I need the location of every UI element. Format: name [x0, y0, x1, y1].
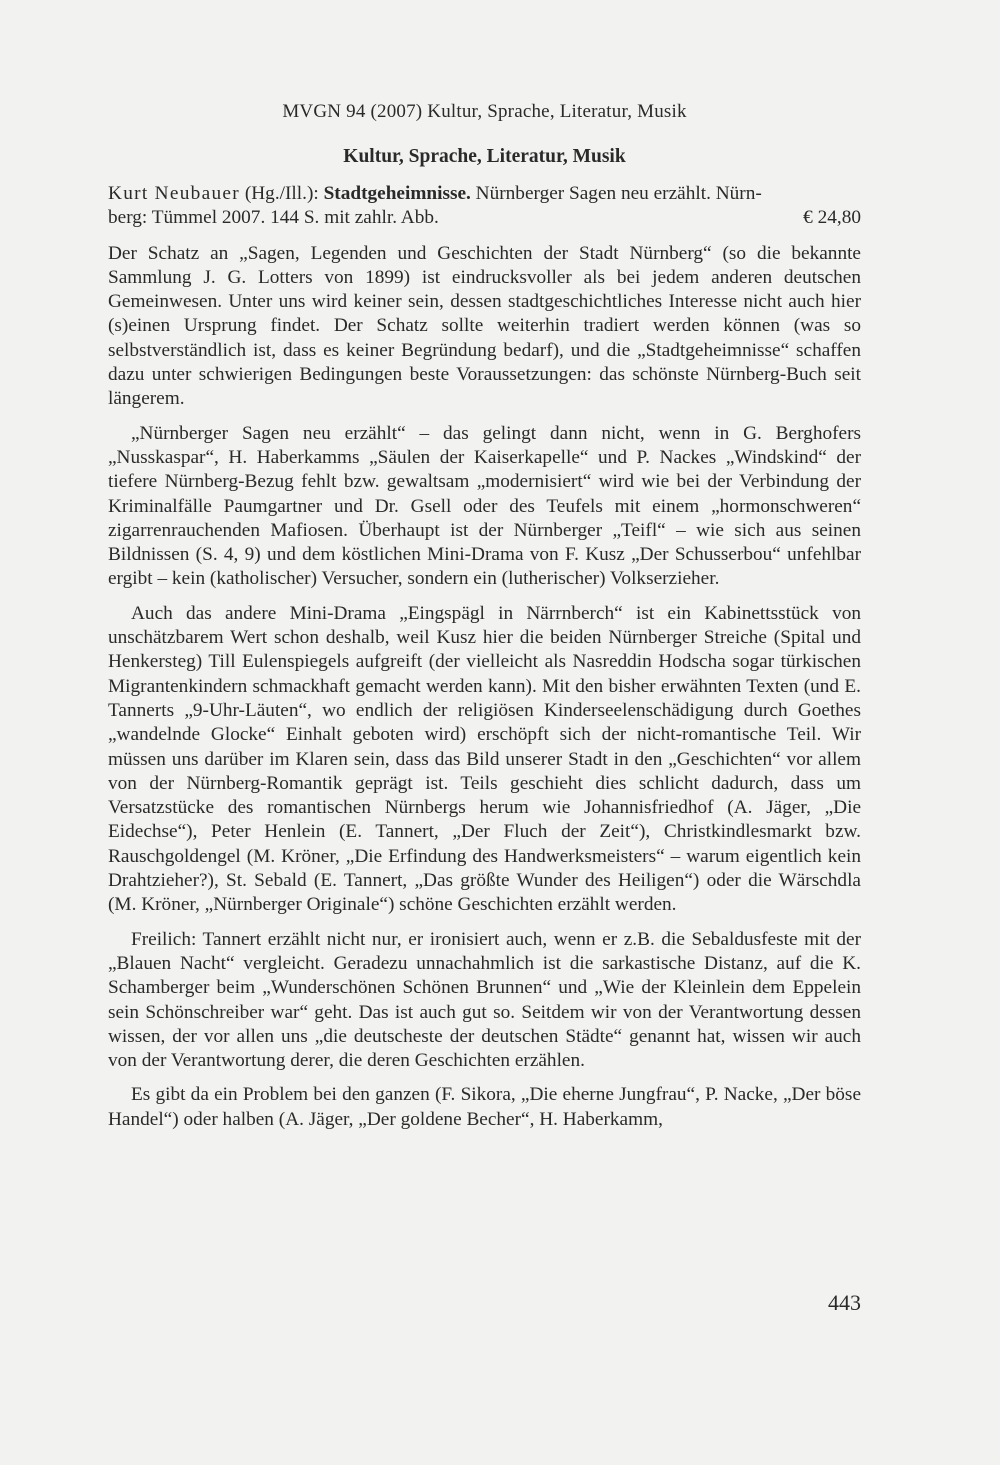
- section-title: Kultur, Sprache, Literatur, Musik: [343, 146, 626, 167]
- editor-note: (Hg./Ill.):: [240, 183, 324, 204]
- publisher-details: berg: Tümmel 2007. 144 S. mit zahlr. Abb.: [108, 207, 439, 229]
- paragraph: Es gibt da ein Problem bei den ganzen (F. Sikora, „Die eherne Jungfrau“, P. Nacke, „Der böse Handel“) oder halben (A. Jäger, „Der goldene Becher“, H. Haberkamm,: [108, 1084, 861, 1130]
- paragraph: Freilich: Tannert erzählt nicht nur, er ironisiert auch, wenn er z.B. die Sebaldusfeste mit der „Blauen Nacht“ vergleicht. Geradezu unnachahmlich ist die sarkastische Distanz, auf die K. Schamberger beim „Wunderschönen Schönen Brunnen“ und „Wie der Kleinlein dem Eppelein sein Schönschreiber war“ geht. Das ist auch gut so. Seitdem wir von der Verantwortung dessen wissen, der vor allen uns „die deutscheste der deutschen Städte“ genannt hat, wissen wir auch von der Verantwortung derer, die deren Geschichten erzählen.: [108, 928, 861, 1072]
- review-body: [108, 182, 861, 1142]
- bibliographic-entry-last-line: [108, 206, 861, 230]
- running-header: MVGN 94 (2007) Kultur, Sprache, Literatur, Musik: [282, 101, 687, 122]
- review-author: Kurt Neubauer: [108, 183, 241, 204]
- book-title: Stadtgeheimnisse.: [323, 183, 471, 204]
- paragraph: „Nürnberger Sagen neu erzählt“ – das gelingt dann nicht, wenn in G. Berghofers „Nusskaspar“, H. Haberkamms „Säulen der Kaiserkapelle“ und P. Nackes „Windskind“ der tiefere Nürnberg-Bezug fehlt bzw. gewaltsam „modernisiert“ wird wie bei der Verbindung der Kriminalfälle Paumgartner und Dr. Gsell oder des Teufels mit einem „hormonschweren“ zigarrenrauchenden Mafiosen. Überhaupt ist der Nürnberger „Teifl“ – wie sich aus seinen Bildnissen (S. 4, 9) und dem köstlichen Mini-Drama von F. Kusz „Der Schusserbou“ unfehlbar ergibt – kein (katholischer) Versucher, sondern ein (lutherischer) Volkserzieher.: [108, 422, 861, 590]
- bibliographic-entry: [108, 182, 861, 206]
- page-number: 443: [828, 1290, 861, 1315]
- paragraph: Auch das andere Mini-Drama „Eingspägl in Närrnberch“ ist ein Kabinettsstück von unschätzbarem Wert schon deshalb, weil Kusz hier die beiden Nürnberger Streiche (Spital und Henkersteg) Till Eulenspiegels aufgreift (der vielleicht als Nasreddin Hodscha sogar türkischen Migrantenkindern schmackhaft gemacht werden kann). Mit den bisher erwähnten Texten (und E. Tannerts „9-Uhr-Läuten“, wo endlich der religiösen Kinderseelenschädigung durch Goethes „wandelnde Glocke“ Einhalt geboten wird) erschöpft sich der nicht-romantische Teil. Wir müssen uns darüber im Klaren sein, dass das Bild unserer Stadt in den „Geschichten“ vor allem von der Nürnberg-Romantik geprägt ist. Teils geschieht dies schlicht dadurch, dass um Versatzstücke des romantischen Nürnbergs herum wie Johannisfriedhof (A. Jäger, „Die Eidechse“), Peter Henlein (E. Tannert, „Der Fluch der Zeit“), Christkindlesmarkt bzw. Rauschgoldengel (M. Kröner, „Die Erfindung des Handwerksmeisters“ – warum eigentlich kein Drahtzieher?), St. Sebald (E. Tannert, „Das größte Wunder des Heiligen“) oder die Wärschdla (M. Kröner, „Nürnberger Originale“) schöne Geschichten erzählt werden.: [108, 602, 861, 916]
- price: € 24,80: [803, 207, 861, 229]
- paragraph: Der Schatz an „Sagen, Legenden und Geschichten der Stadt Nürnberg“ (so die bekannte Sammlung J. G. Lotters von 1899) ist eindrucksvoller als bei jedem anderen deutschen Gemeinwesen. Unter uns wird keiner sein, dessen stadtgeschichtliches Interesse nicht auch hier (s)einen Ursprung findet. Der Schatz sollte weiterhin tradiert werden können (was so selbstverständlich ist, dass es keiner Begründung bedarf), und die „Stadtgeheimnisse“ schaffen dazu unter schwierigen Bedingungen beste Voraussetzungen: das schönste Nürnberg-Buch seit längerem.: [108, 242, 861, 410]
- book-page: [108, 0, 861, 1465]
- biblio-line-1-rest: Nürnberger Sagen neu erzählt. Nürn-: [470, 183, 762, 204]
